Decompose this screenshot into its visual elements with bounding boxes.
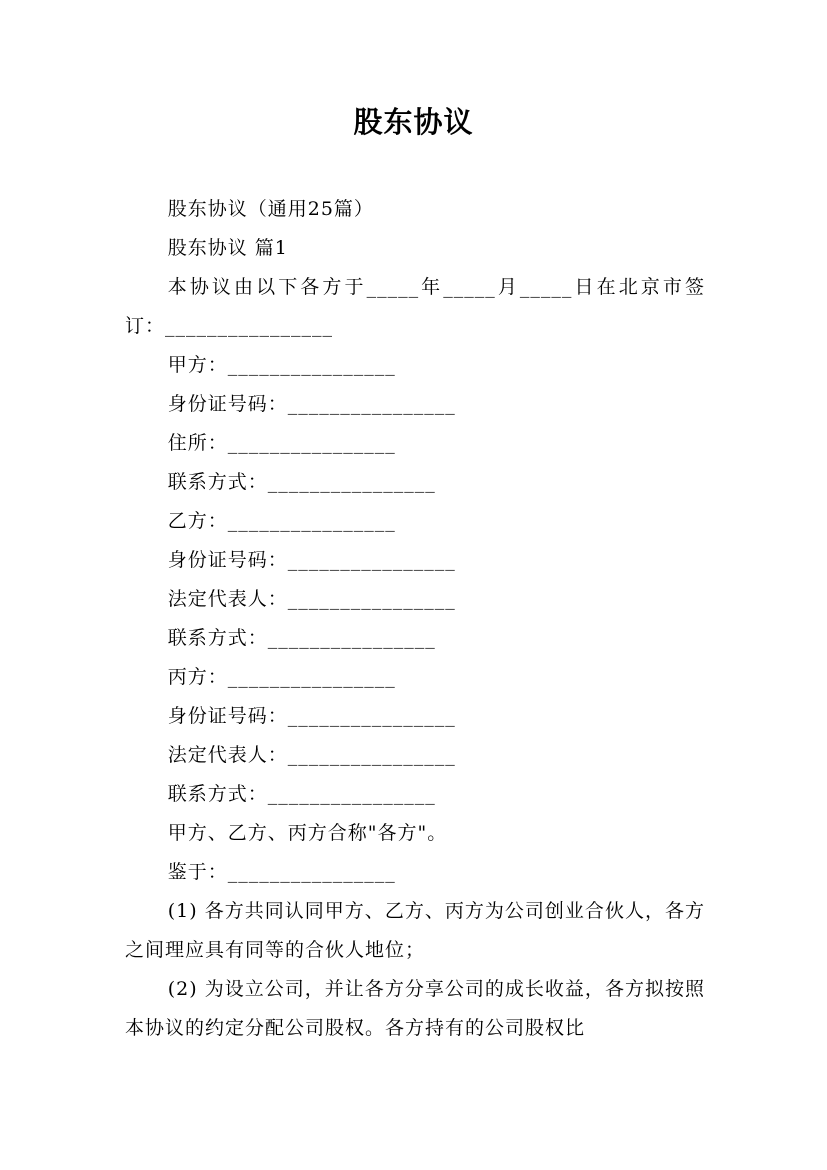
party-a-id-line: 身份证号码：________________: [167, 393, 456, 415]
party-a-address-line: 住所：________________: [167, 432, 396, 454]
party-c-contact-line: 联系方式：________________: [167, 783, 436, 805]
party-a-contact-line: 联系方式：________________: [167, 471, 436, 493]
clause-1-paragraph: (1) 各方共同认同甲方、乙方、丙方为公司创业合伙人，各方之间理应具有同等的合伙人地位；: [125, 900, 705, 961]
whereas-line: 鉴于：________________: [167, 861, 396, 883]
party-b-id-line: 身份证号码：________________: [167, 549, 456, 571]
subtitle-line: 股东协议（通用25篇）: [167, 198, 374, 220]
party-c-id-line: 身份证号码：________________: [167, 705, 456, 727]
clause-2-paragraph: (2) 为设立公司，并让各方分享公司的成长收益，各方拟按照本协议的约定分配公司股权。各方持有的公司股权比: [125, 978, 705, 1039]
document-title: 股东协议: [353, 105, 474, 139]
party-c-line: 丙方：________________: [167, 666, 396, 688]
party-b-contact-line: 联系方式：________________: [167, 627, 436, 649]
section-heading: 股东协议 篇1: [167, 237, 288, 259]
parties-collective-line: 甲方、乙方、丙方合称"各方"。: [167, 822, 448, 844]
party-b-line: 乙方：________________: [167, 510, 396, 532]
party-c-rep-line: 法定代表人：________________: [167, 744, 456, 766]
party-b-rep-line: 法定代表人：________________: [167, 588, 456, 610]
party-a-line: 甲方：________________: [167, 354, 396, 376]
paragraph-signing: 本协议由以下各方于_____年_____月_____日在北京市签订：________________: [125, 276, 705, 337]
document-body: [125, 190, 705, 1048]
